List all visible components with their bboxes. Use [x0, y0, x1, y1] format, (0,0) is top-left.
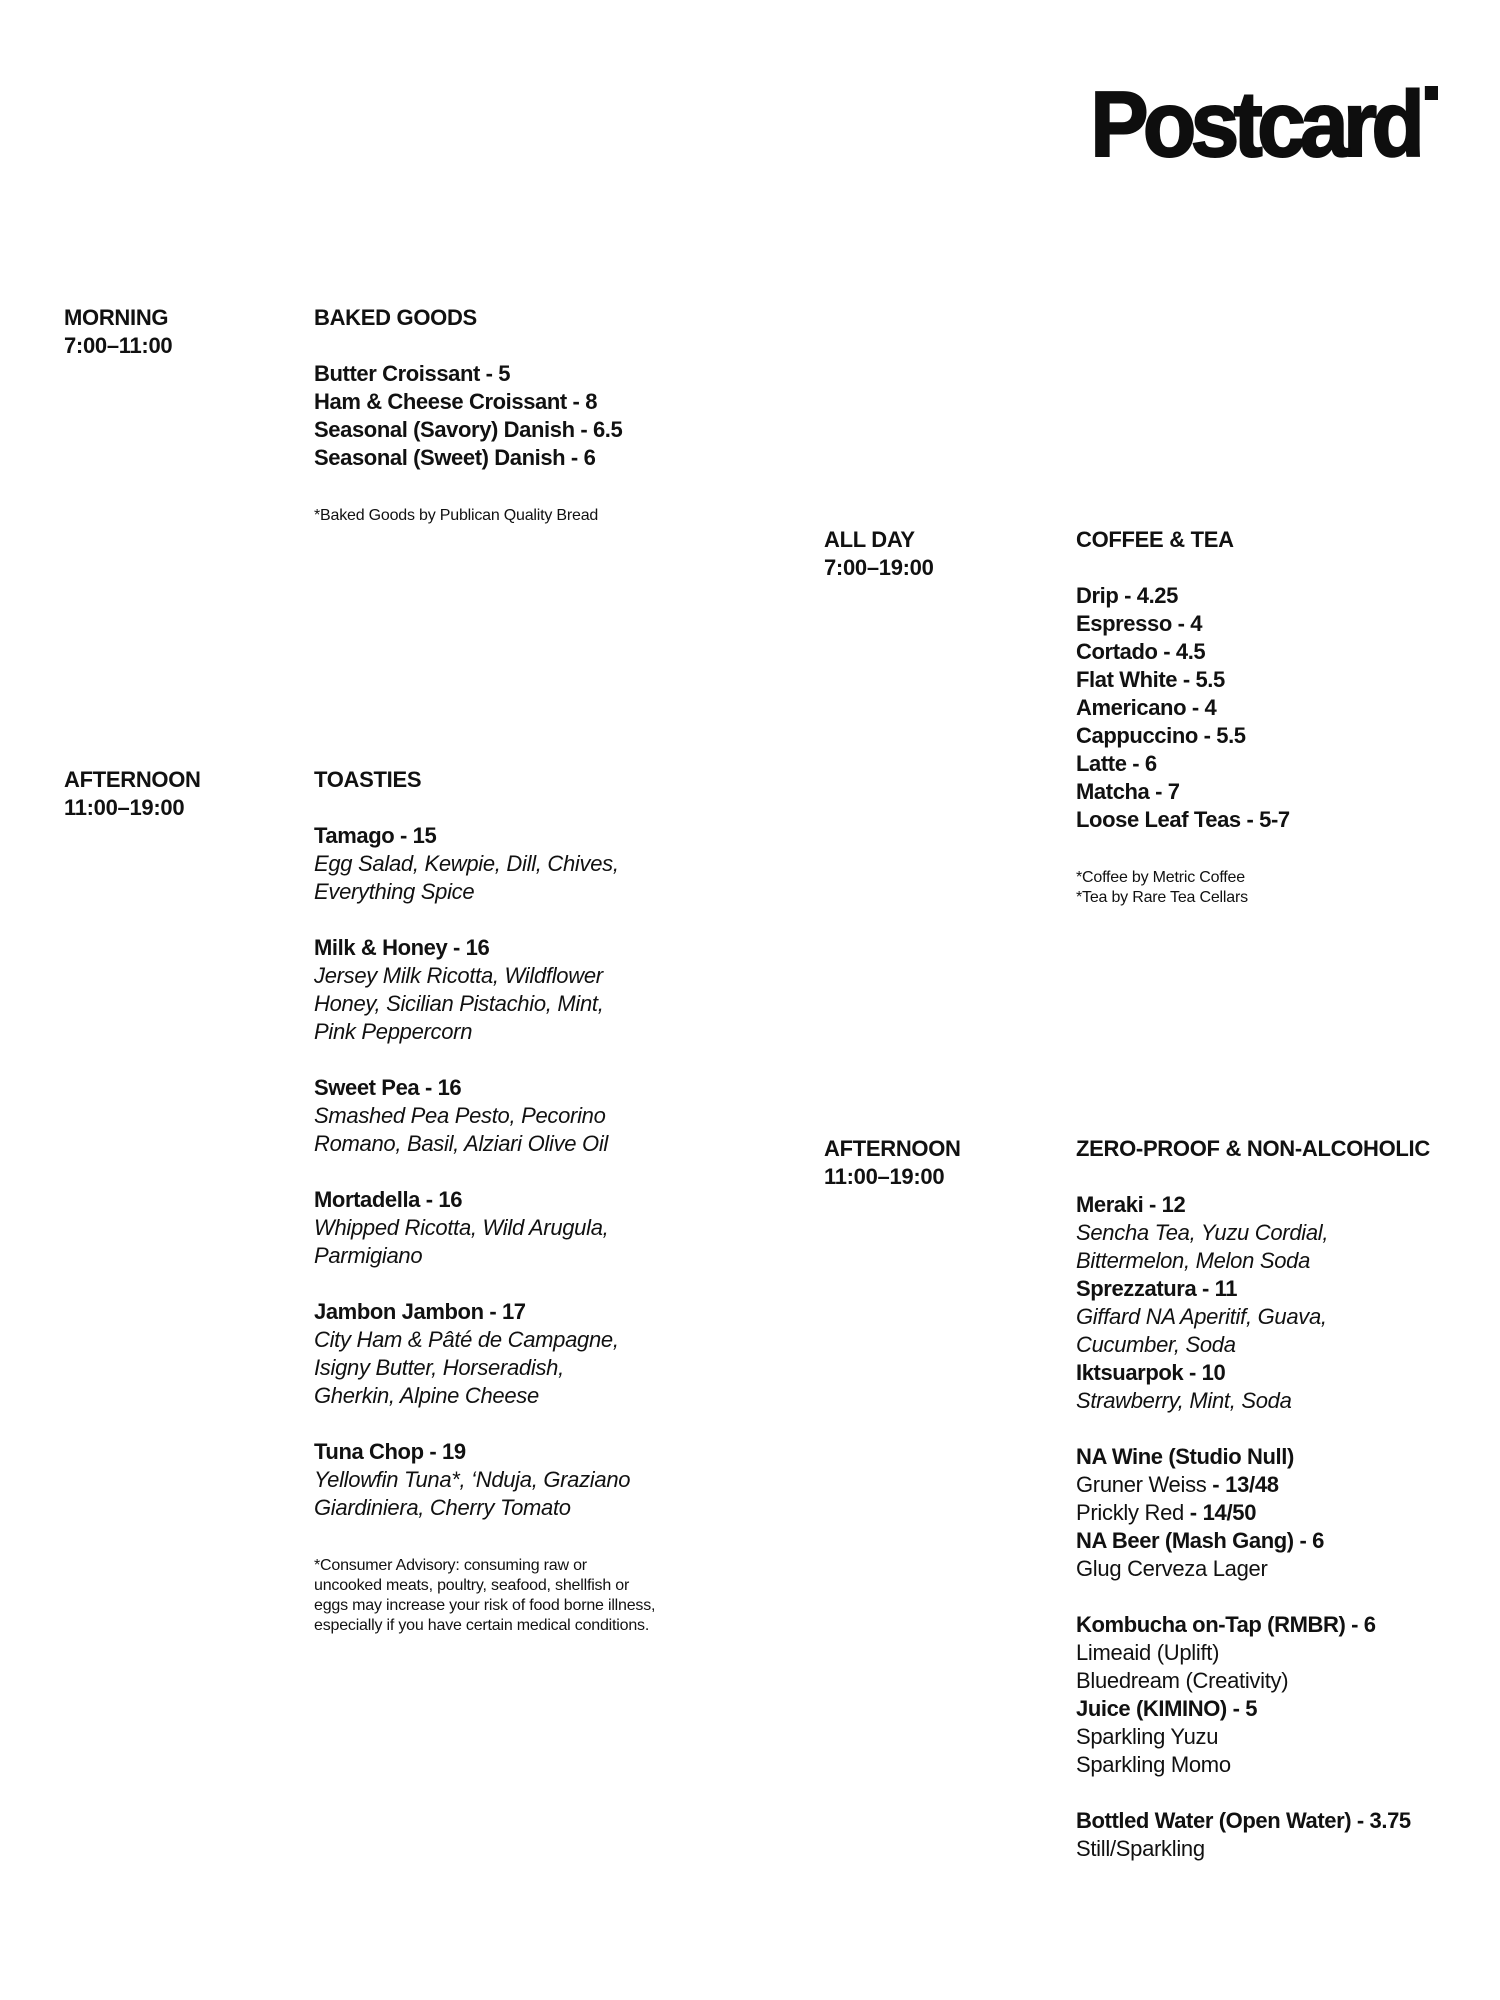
- menu-item-description: Everything Spice: [314, 879, 475, 904]
- menu-item: Drip - 4.25: [1076, 583, 1178, 608]
- menu-item-title: Meraki - 12: [1076, 1192, 1186, 1217]
- menu-item-title: Iktsuarpok - 10: [1076, 1360, 1226, 1385]
- juice-flavor: Sparkling Momo: [1076, 1752, 1231, 1777]
- baked-goods-heading: BAKED GOODS: [314, 305, 477, 330]
- menu-item-title: Tamago - 15: [314, 823, 437, 848]
- menu-item: [314, 1074, 754, 1158]
- wine-price: - 13/48: [1206, 1472, 1279, 1497]
- kombucha-juice-group: [1076, 1611, 1486, 1779]
- toasties-section: [314, 766, 754, 1636]
- menu-item-description: Jersey Milk Ricotta, Wildflower: [314, 963, 603, 988]
- coffee-tea-heading: COFFEE & TEA: [1076, 527, 1234, 552]
- beer-name: Glug Cerveza Lager: [1076, 1556, 1268, 1581]
- afternoon-time: 11:00–19:00: [64, 795, 185, 820]
- na-beer-title: NA Beer (Mash Gang) - 6: [1076, 1528, 1324, 1553]
- all-day-label: ALL DAY: [824, 527, 915, 552]
- morning-time: 7:00–11:00: [64, 333, 173, 358]
- menu-item: [314, 934, 754, 1046]
- wine-line: [1076, 1499, 1486, 1527]
- menu-item-description: Smashed Pea Pesto, Pecorino: [314, 1103, 606, 1128]
- menu-item-title: Tuna Chop - 19: [314, 1439, 466, 1464]
- menu-item-description: Pink Peppercorn: [314, 1019, 473, 1044]
- menu-item-description: Gherkin, Alpine Cheese: [314, 1383, 539, 1408]
- menu-item-description: Bittermelon, Melon Soda: [1076, 1248, 1311, 1273]
- consumer-advisory: [314, 1556, 754, 1636]
- menu-item: Cappuccino - 5.5: [1076, 723, 1246, 748]
- afternoon-time: 11:00–19:00: [824, 1164, 945, 1189]
- menu-item: Cortado - 4.5: [1076, 639, 1206, 664]
- coffee-tea-list: [1076, 582, 1476, 834]
- wine-name: Gruner Weiss: [1076, 1472, 1207, 1497]
- na-wine-beer-group: [1076, 1443, 1486, 1583]
- menu-item: [314, 1298, 754, 1410]
- menu-item: [314, 1438, 754, 1522]
- menu-item-description: Cucumber, Soda: [1076, 1332, 1236, 1357]
- menu-item-description: Romano, Basil, Alziari Olive Oil: [314, 1131, 609, 1156]
- morning-label: MORNING: [64, 305, 169, 330]
- menu-item-description: Yellowfin Tuna*, ‘Nduja, Graziano: [314, 1467, 631, 1492]
- kombucha-flavor: Limeaid (Uplift): [1076, 1640, 1220, 1665]
- menu-item-title: Sprezzatura - 11: [1076, 1276, 1238, 1301]
- coffee-tea-section: [1076, 526, 1476, 908]
- menu-item-description: Honey, Sicilian Pistachio, Mint,: [314, 991, 604, 1016]
- toasties-heading: TOASTIES: [314, 767, 422, 792]
- morning-time-label: [64, 304, 172, 360]
- advisory-line: eggs may increase your risk of food borne illness,: [314, 1597, 656, 1614]
- menu-item-description: Egg Salad, Kewpie, Dill, Chives,: [314, 851, 619, 876]
- all-day-time: 7:00–19:00: [824, 555, 934, 580]
- postcard-logo: [1090, 72, 1438, 176]
- menu-item: Matcha - 7: [1076, 779, 1180, 804]
- menu-item: Loose Leaf Teas - 5-7: [1076, 807, 1290, 832]
- menu-item: Seasonal (Savory) Danish - 6.5: [314, 417, 623, 442]
- advisory-line: *Consumer Advisory: consuming raw or: [314, 1557, 587, 1574]
- menu-item-description: Giardiniera, Cherry Tomato: [314, 1495, 571, 1520]
- menu-item: Americano - 4: [1076, 695, 1217, 720]
- menu-item: Espresso - 4: [1076, 611, 1203, 636]
- menu-item: [314, 822, 754, 906]
- menu-item-title: Sweet Pea - 16: [314, 1075, 462, 1100]
- menu-item: [314, 1186, 754, 1270]
- baked-goods-note: *Baked Goods by Publican Quality Bread: [314, 507, 599, 524]
- menu-item-description: Strawberry, Mint, Soda: [1076, 1388, 1292, 1413]
- na-wine-title: NA Wine (Studio Null): [1076, 1444, 1294, 1469]
- water-title: Bottled Water (Open Water) - 3.75: [1076, 1808, 1411, 1833]
- advisory-line: especially if you have certain medical conditions.: [314, 1617, 650, 1634]
- wine-price: - 14/50: [1183, 1500, 1257, 1525]
- brand-wordmark: Postcard: [1090, 72, 1420, 176]
- coffee-tea-notes: [1076, 868, 1476, 908]
- zero-proof-heading: ZERO-PROOF & NON-ALCOHOLIC: [1076, 1136, 1430, 1161]
- coffee-note: *Coffee by Metric Coffee: [1076, 869, 1245, 886]
- advisory-line: uncooked meats, poultry, seafood, shellfish or: [314, 1577, 630, 1594]
- tea-note: *Tea by Rare Tea Cellars: [1076, 889, 1248, 906]
- baked-goods-list: [314, 360, 754, 472]
- kombucha-flavor: Bluedream (Creativity): [1076, 1668, 1289, 1693]
- afternoon-label: AFTERNOON: [64, 767, 201, 792]
- menu-item: Flat White - 5.5: [1076, 667, 1225, 692]
- afternoon-food-time-label: [64, 766, 201, 822]
- menu-item: Seasonal (Sweet) Danish - 6: [314, 445, 596, 470]
- menu-item: Butter Croissant - 5: [314, 361, 511, 386]
- menu-item-title: Jambon Jambon - 17: [314, 1299, 526, 1324]
- mocktail-group: [1076, 1191, 1486, 1415]
- menu-item-title: Mortadella - 16: [314, 1187, 463, 1212]
- afternoon-label: AFTERNOON: [824, 1136, 961, 1161]
- logo-square-mark: [1425, 86, 1438, 100]
- wine-name: Prickly Red: [1076, 1500, 1184, 1525]
- water-description: Still/Sparkling: [1076, 1836, 1205, 1861]
- water-group: [1076, 1807, 1486, 1863]
- menu-item-title: Milk & Honey - 16: [314, 935, 490, 960]
- juice-flavor: Sparkling Yuzu: [1076, 1724, 1219, 1749]
- menu-item-description: Sencha Tea, Yuzu Cordial,: [1076, 1220, 1329, 1245]
- juice-title: Juice (KIMINO) - 5: [1076, 1696, 1258, 1721]
- all-day-time-label: [824, 526, 934, 582]
- menu-item-description: Parmigiano: [314, 1243, 423, 1268]
- menu-item-description: Giffard NA Aperitif, Guava,: [1076, 1304, 1327, 1329]
- menu-item-description: City Ham & Pâté de Campagne,: [314, 1327, 619, 1352]
- afternoon-drinks-time-label: [824, 1135, 961, 1191]
- kombucha-title: Kombucha on-Tap (RMBR) - 6: [1076, 1612, 1376, 1637]
- baked-goods-section: [314, 304, 754, 526]
- wine-line: [1076, 1471, 1486, 1499]
- menu-item-description: Whipped Ricotta, Wild Arugula,: [314, 1215, 609, 1240]
- menu-item-description: Isigny Butter, Horseradish,: [314, 1355, 564, 1380]
- menu-item: Ham & Cheese Croissant - 8: [314, 389, 598, 414]
- menu-item: Latte - 6: [1076, 751, 1157, 776]
- zero-proof-section: [1076, 1135, 1486, 1863]
